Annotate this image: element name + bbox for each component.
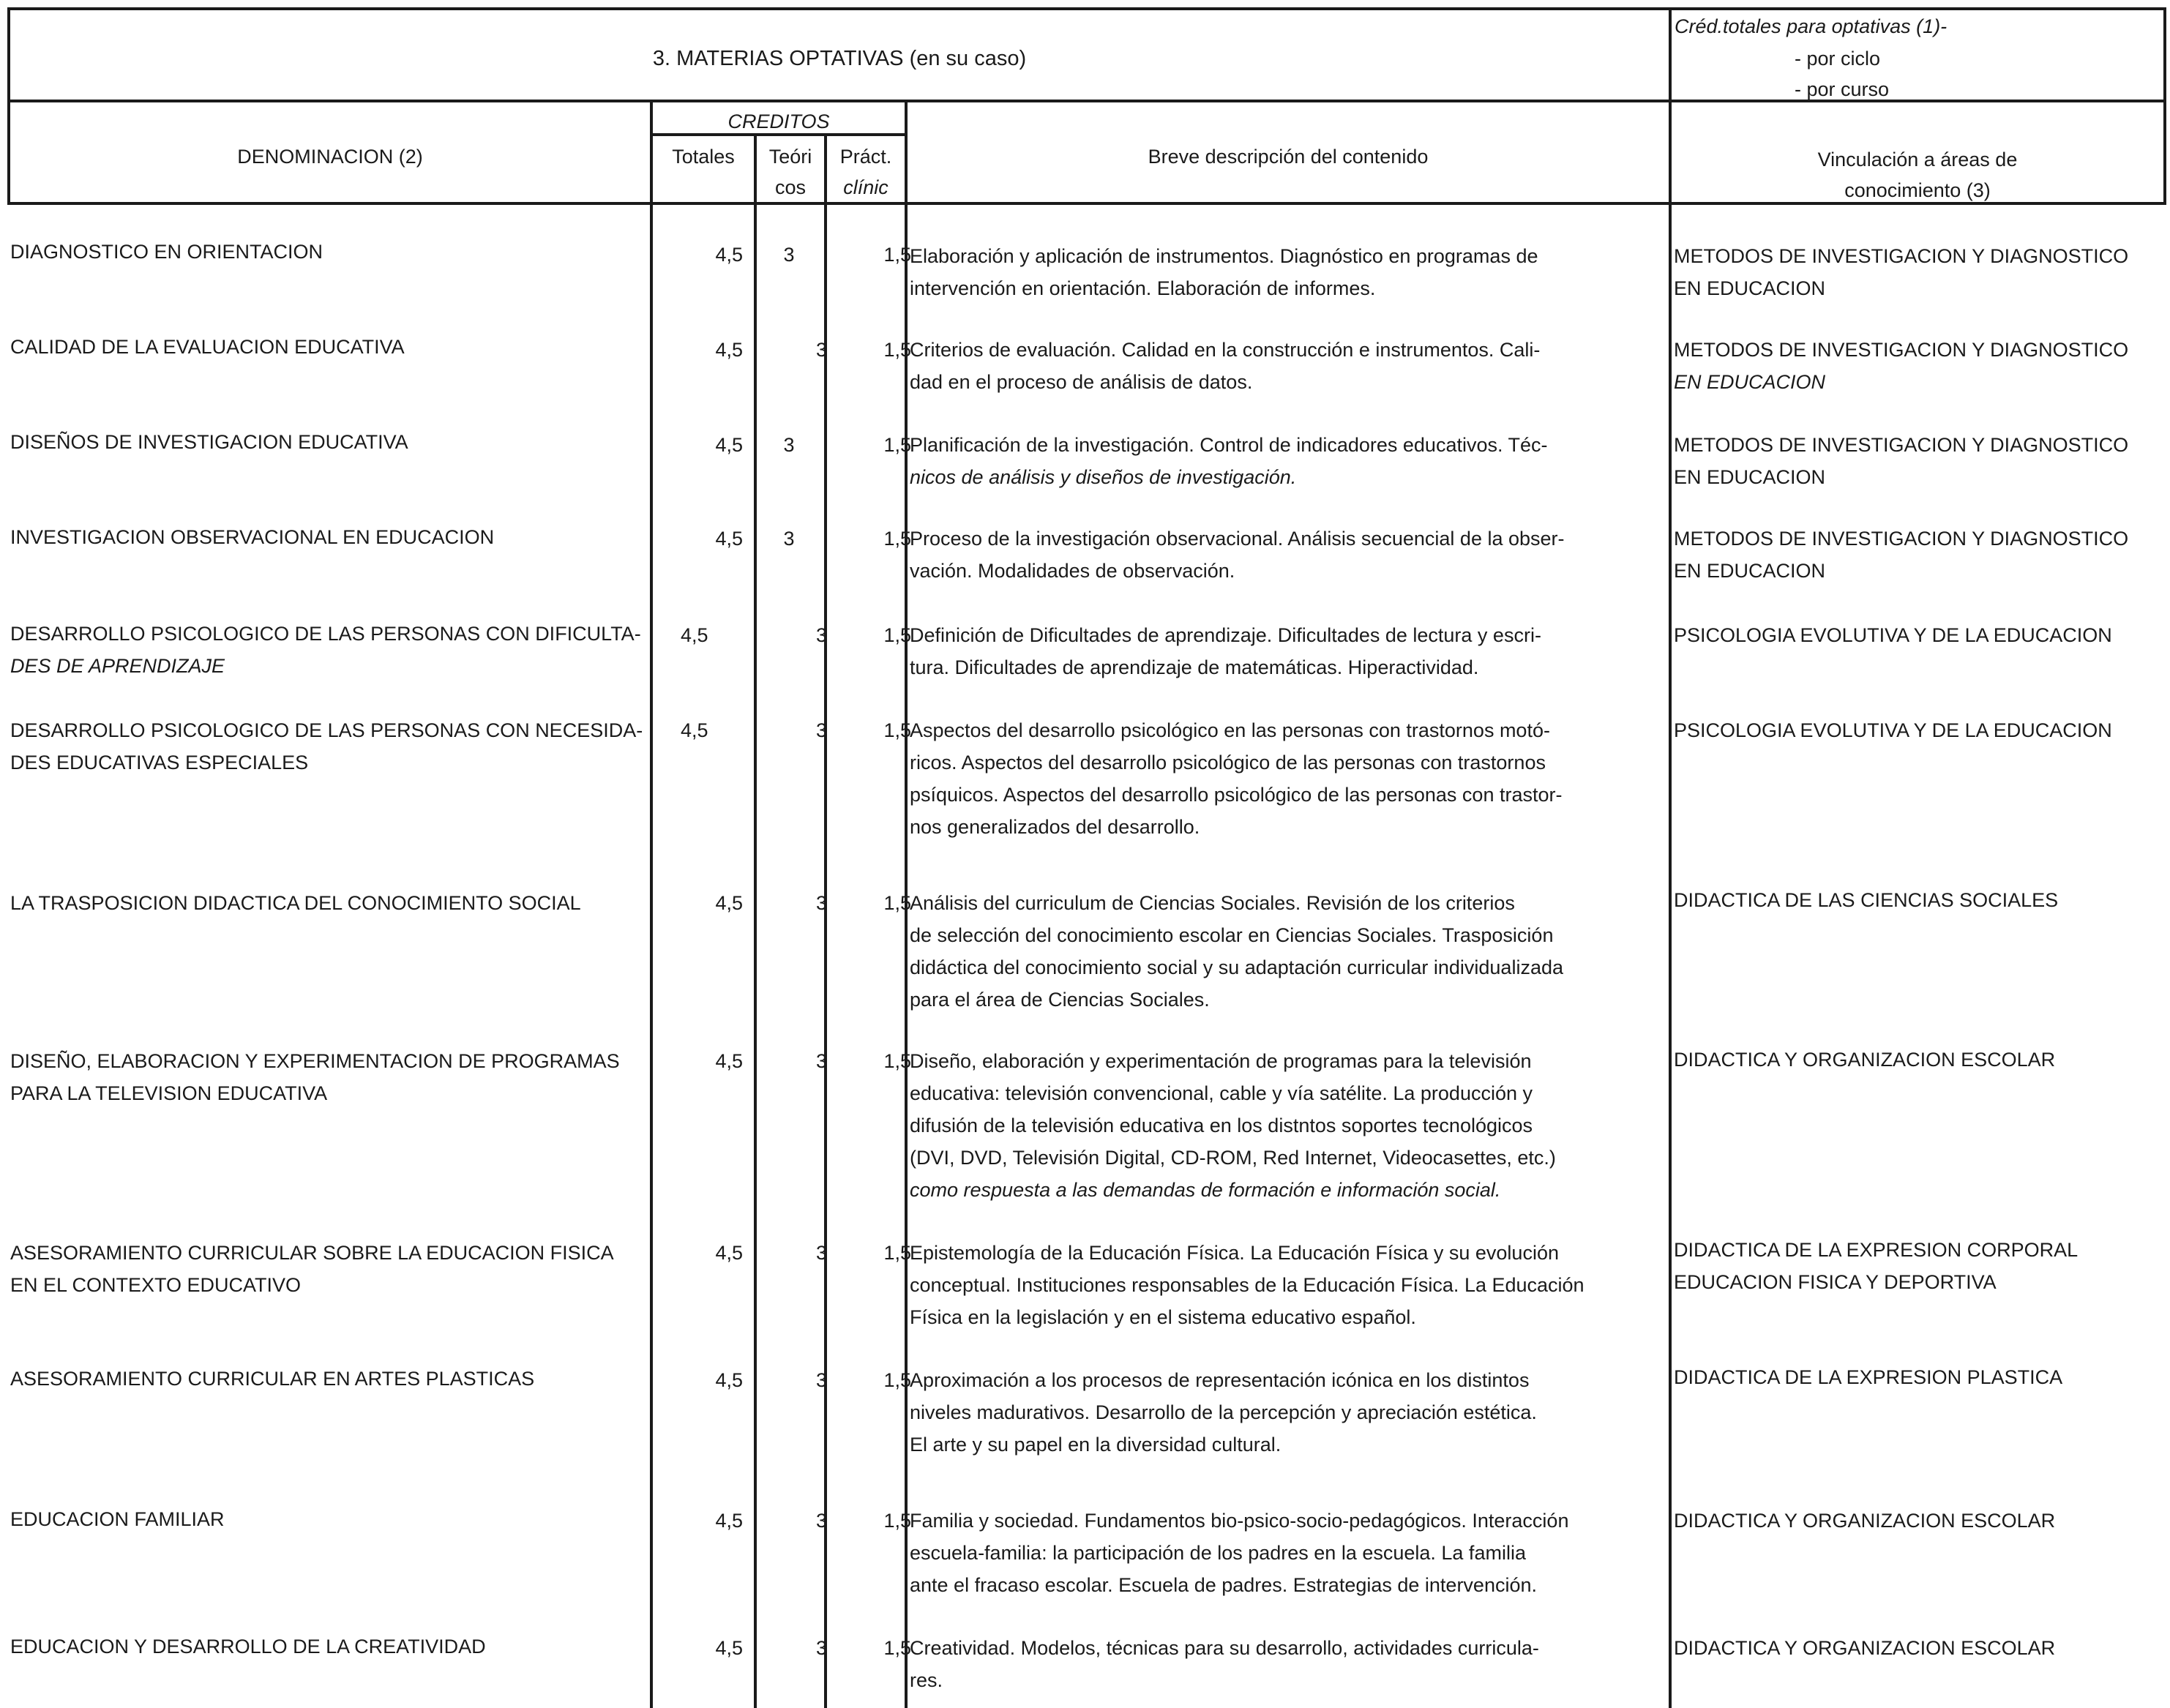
area-line: EN EDUCACION [1674,277,1826,299]
description-line: El arte y su papel en la diversidad cultural. [910,1434,1282,1456]
knowledge-area [1674,1361,2157,1393]
content-description [910,240,1642,304]
description-line: didáctica del conocimiento social y su adaptación curricular individualizada [910,956,1563,978]
credits-total: 4,5 [715,339,743,361]
description-line: psíquicos. Aspectos del desarrollo psicológico de las personas con trastor- [910,784,1563,806]
content-description [910,1364,1642,1461]
description-line: res. [910,1669,943,1691]
content-description [910,887,1642,1016]
credits-total: 4,5 [715,1637,743,1659]
description-line: Análisis del curriculum de Ciencias Sociales. Revisión de los criterios [910,892,1515,914]
credits-theory: 3 [815,1242,827,1264]
credits-total: 4,5 [715,528,743,550]
subject-name-line: DIAGNOSTICO EN ORIENTACION [10,241,323,263]
knowledge-area [1674,522,2157,587]
subject-name-line: DESARROLLO PSICOLOGICO DE LAS PERSONAS CON DIFICULTA- [10,623,641,645]
subject-name-line: CALIDAD DE LA EVALUACION EDUCATIVA [10,336,405,358]
credits-total: 4,5 [681,624,708,646]
area-line: DIDACTICA Y ORGANIZACION ESCOLAR [1674,1637,2056,1659]
subject-name [10,236,654,268]
area-line: METODOS DE INVESTIGACION Y DIAGNOSTICO [1674,528,2129,550]
description-line: como respuesta a las demandas de formación e información social. [910,1179,1501,1201]
col-header-vinculacion-2: conocimiento (3) [1844,179,1991,201]
section-title: 3. MATERIAS OPTATIVAS (en su caso) [652,47,1027,70]
subject-name [10,618,654,682]
credits-theory: 3 [783,528,795,550]
credits-total: 4,5 [715,1369,743,1391]
area-line: METODOS DE INVESTIGACION Y DIAGNOSTICO [1674,245,2129,267]
credits-total: 4,5 [681,719,708,741]
knowledge-area [1674,429,2157,493]
description-line: niveles madurativos. Desarrollo de la percepción y apreciación estética. [910,1401,1537,1423]
description-line: Aproximación a los procesos de representación icónica en los distintos [910,1369,1530,1391]
subject-name-line: PARA LA TELEVISION EDUCATIVA [10,1082,328,1104]
subject-name [10,426,654,458]
description-line: Epistemología de la Educación Física. La Educación Física y su evolución [910,1242,1559,1264]
subject-name-line: INVESTIGACION OBSERVACIONAL EN EDUCACION [10,526,495,548]
area-line: DIDACTICA Y ORGANIZACION ESCOLAR [1674,1510,2056,1532]
description-line: Aspectos del desarrollo psicológico en las personas con trastornos motó- [910,719,1550,741]
description-line: escuela-familia: la participación de los padres en la escuela. La familia [910,1542,1526,1564]
knowledge-area [1674,884,2157,916]
content-description [910,714,1642,843]
area-line: DIDACTICA DE LA EXPRESION CORPORAL [1674,1239,2079,1261]
content-description [910,429,1642,493]
credits-practice: 1,5 [883,1637,911,1659]
subject-name-line: DESARROLLO PSICOLOGICO DE LAS PERSONAS CON NECESIDA- [10,719,643,741]
area-line: DIDACTICA DE LA EXPRESION PLASTICA [1674,1366,2063,1388]
area-line: PSICOLOGIA EVOLUTIVA Y DE LA EDUCACION [1674,624,2112,646]
subject-name-line: EDUCACION Y DESARROLLO DE LA CREATIVIDAD [10,1636,486,1658]
credits-theory: 3 [815,719,827,741]
area-line: EN EDUCACION [1674,560,1826,582]
area-line: METODOS DE INVESTIGACION Y DIAGNOSTICO [1674,339,2129,361]
column-divider-teoricos [824,133,827,1708]
subject-name-line: EDUCACION FAMILIAR [10,1508,225,1530]
description-line: (DVI, DVD, Televisión Digital, CD-ROM, Red Internet, Videocasettes, etc.) [910,1147,1556,1169]
credits-total: 4,5 [715,1050,743,1072]
description-line: dad en el proceso de análisis de datos. [910,371,1253,393]
knowledge-area [1674,1505,2157,1537]
subject-name [10,1630,654,1663]
area-line: PSICOLOGIA EVOLUTIVA Y DE LA EDUCACION [1674,719,2112,741]
subject-name-line: DISEÑO, ELABORACION Y EXPERIMENTACION DE PROGRAMAS [10,1050,620,1072]
knowledge-area [1674,1632,2157,1664]
subject-name-line: ASESORAMIENTO CURRICULAR EN ARTES PLASTICAS [10,1368,535,1390]
col-header-totales: Totales [672,146,735,168]
subject-name [10,521,654,553]
content-description [910,1505,1642,1601]
description-line: Familia y sociedad. Fundamentos bio-psico-socio-pedagógicos. Interacción [910,1510,1569,1532]
subject-name [10,1363,654,1395]
description-line: intervención en orientación. Elaboración de informes. [910,277,1376,299]
content-description [910,522,1642,587]
por-curso-label: - por curso [1795,78,1890,100]
col-header-teoricos-2: cos [774,176,807,198]
col-header-creditos: CREDITOS [727,111,830,132]
credits-theory: 3 [815,892,827,914]
credits-theory: 3 [815,1369,827,1391]
col-header-practicos-2: clínic [843,176,888,198]
credits-theory: 3 [815,1050,827,1072]
credits-total: 4,5 [715,434,743,456]
description-line: Planificación de la investigación. Control de indicadores educativos. Téc- [910,434,1548,456]
credits-practice: 1,5 [883,1510,911,1532]
content-description [910,334,1642,398]
knowledge-area [1674,1044,2157,1076]
area-line: METODOS DE INVESTIGACION Y DIAGNOSTICO [1674,434,2129,456]
description-line: Definición de Dificultades de aprendizaje. Dificultades de lectura y escri- [910,624,1541,646]
col-header-denominacion: DENOMINACION (2) [237,146,423,168]
col-header-teoricos-1: Teóri [768,146,812,168]
description-line: ricos. Aspectos del desarrollo psicológico de las personas con trastornos [910,752,1546,774]
credits-practice: 1,5 [883,1369,911,1391]
subject-name-line: EN EL CONTEXTO EDUCATIVO [10,1274,302,1296]
subject-name-line: DISEÑOS DE INVESTIGACION EDUCATIVA [10,431,408,453]
credits-practice: 1,5 [883,719,911,741]
description-line: tura. Dificultades de aprendizaje de matemáticas. Hiperactividad. [910,656,1479,678]
credits-practice: 1,5 [883,1242,911,1264]
description-line: conceptual. Instituciones responsables de la Educación Física. La Educación [910,1274,1585,1296]
subject-name-line: LA TRASPOSICION DIDACTICA DEL CONOCIMIENTO SOCIAL [10,892,581,914]
subject-name [10,331,654,363]
description-line: de selección del conocimiento escolar en Ciencias Sociales. Trasposición [910,924,1554,946]
subject-name [10,714,654,779]
credits-total: 4,5 [715,892,743,914]
credits-practice: 1,5 [883,624,911,646]
subject-name-line: DES DE APRENDIZAJE [10,655,225,677]
credits-practice: 1,5 [883,244,911,266]
credits-total: 4,5 [715,1510,743,1532]
description-line: Creatividad. Modelos, técnicas para su desarrollo, actividades curricula- [910,1637,1539,1659]
subject-name-line: ASESORAMIENTO CURRICULAR SOBRE LA EDUCACION FISICA [10,1242,614,1264]
description-line: difusión de la televisión educativa en los distntos soportes tecnológicos [910,1115,1533,1136]
credits-practice: 1,5 [883,434,911,456]
subject-name [10,887,654,919]
subject-name [10,1045,654,1109]
description-line: Física en la legislación y en el sistema educativo español. [910,1306,1416,1328]
subject-name [10,1503,654,1535]
knowledge-area [1674,240,2157,304]
knowledge-area [1674,1234,2157,1298]
credits-theory: 3 [783,434,795,456]
credits-practice: 1,5 [883,892,911,914]
content-description [910,1632,1642,1696]
area-line: DIDACTICA Y ORGANIZACION ESCOLAR [1674,1049,2056,1071]
credits-total: 4,5 [715,244,743,266]
credits-theory: 3 [815,624,827,646]
description-line: vación. Modalidades de observación. [910,560,1235,582]
description-line: ante el fracaso escolar. Escuela de padres. Estrategias de intervención. [910,1574,1537,1596]
credits-practice: 1,5 [883,528,911,550]
credits-practice: 1,5 [883,1050,911,1072]
content-description [910,1045,1642,1206]
description-line: Elaboración y aplicación de instrumentos. Diagnóstico en programas de [910,245,1538,267]
area-line: EDUCACION FISICA Y DEPORTIVA [1674,1271,1997,1293]
knowledge-area [1674,619,2157,651]
credits-practice: 1,5 [883,339,911,361]
credits-theory: 3 [815,1637,827,1659]
cred-totales-label: Créd.totales para optativas (1)- [1675,15,1948,37]
por-ciclo-label: - por ciclo [1795,48,1881,70]
description-line: Proceso de la investigación observacional. Análisis secuencial de la obser- [910,528,1565,550]
description-line: Diseño, elaboración y experimentación de programas para la televisión [910,1050,1532,1072]
subject-name [10,1237,654,1301]
description-line: nicos de análisis y diseños de investigación. [910,466,1297,488]
knowledge-area [1674,714,2157,746]
table-right-border-header [2163,7,2166,205]
column-divider-totales [754,133,757,1708]
content-description [910,1237,1642,1333]
col-header-vinculacion-1: Vinculación a áreas de [1817,149,2018,171]
knowledge-area [1674,334,2157,398]
credits-total: 4,5 [715,1242,743,1264]
area-line: EN EDUCACION [1674,371,1826,393]
col-header-practicos-1: Práct. [839,146,892,168]
description-line: Criterios de evaluación. Calidad en la construcción e instrumentos. Cali- [910,339,1541,361]
credits-theory: 3 [815,339,827,361]
credits-theory: 3 [815,1510,827,1532]
subject-name-line: DES EDUCATIVAS ESPECIALES [10,752,309,774]
description-line: educativa: televisión convencional, cable y vía satélite. La producción y [910,1082,1533,1104]
table-left-border-header [7,7,10,205]
content-description [910,619,1642,683]
description-line: nos generalizados del desarrollo. [910,816,1200,838]
area-line: EN EDUCACION [1674,466,1826,488]
credits-theory: 3 [783,244,795,266]
area-line: DIDACTICA DE LAS CIENCIAS SOCIALES [1674,889,2059,911]
description-line: para el área de Ciencias Sociales. [910,989,1210,1011]
col-header-descripcion: Breve descripción del contenido [1148,146,1429,168]
column-divider-area [1669,7,1672,1708]
